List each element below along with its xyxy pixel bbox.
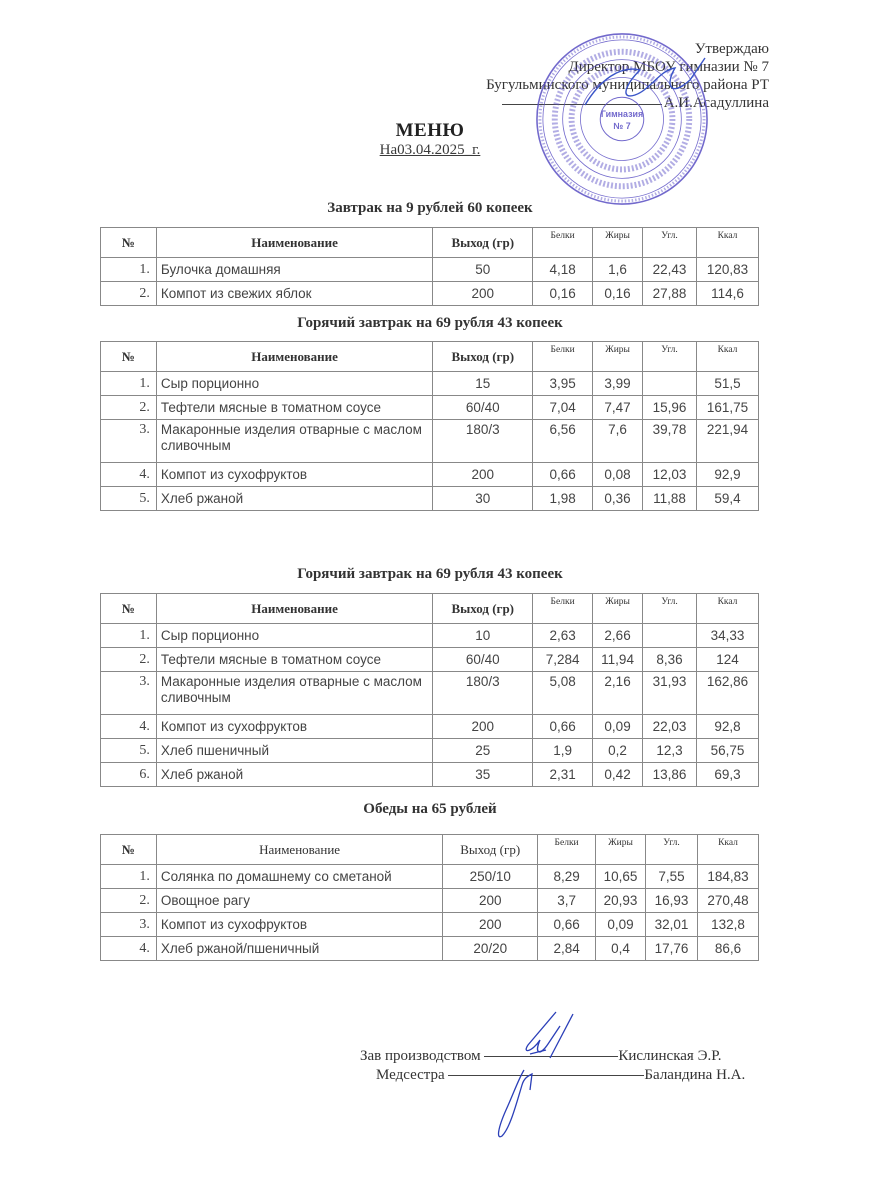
- row-output: 180/3: [433, 420, 533, 463]
- director-name: А.И.Асадуллина: [663, 95, 769, 111]
- row-carbs: 7,55: [646, 865, 698, 889]
- row-fat: 11,94: [593, 648, 643, 672]
- row-protein: 1,9: [533, 739, 593, 763]
- col-kcal: Ккал: [698, 835, 759, 865]
- row-carbs: 31,93: [643, 672, 697, 715]
- row-fat: 0,08: [593, 463, 643, 487]
- row-name: Солянка по домашнему со сметаной: [156, 865, 442, 889]
- row-name: Сыр порционно: [156, 372, 432, 396]
- row-carbs: 27,88: [643, 282, 697, 306]
- row-fat: 2,66: [593, 624, 643, 648]
- row-name: Булочка домашняя: [156, 258, 432, 282]
- section-title-lunch: Обеды на 65 рублей: [363, 801, 497, 817]
- row-no: 3.: [101, 672, 157, 715]
- row-output: 10: [433, 624, 533, 648]
- approval-block: [486, 40, 769, 112]
- row-fat: 0,2: [593, 739, 643, 763]
- row-output: 35: [433, 763, 533, 787]
- approval-district: Бугульминского муниципального района РТ: [486, 77, 769, 93]
- table-row: [101, 715, 759, 739]
- col-no: №: [101, 342, 157, 372]
- row-kcal: 86,6: [698, 937, 759, 961]
- table-row: [101, 396, 759, 420]
- row-fat: 10,65: [596, 865, 646, 889]
- table-row: [101, 258, 759, 282]
- row-kcal: 270,48: [698, 889, 759, 913]
- row-kcal: 56,75: [697, 739, 759, 763]
- col-no: №: [101, 835, 157, 865]
- col-name: Наименование: [156, 228, 432, 258]
- row-protein: 1,98: [533, 487, 593, 511]
- row-name: Макаронные изделия отварные с маслом сливочным: [156, 420, 432, 463]
- row-name: Хлеб ржаной/пшеничный: [156, 937, 442, 961]
- row-no: 4.: [101, 463, 157, 487]
- row-name: Макаронные изделия отварные с маслом сливочным: [156, 672, 432, 715]
- col-no: №: [101, 594, 157, 624]
- row-carbs: 22,03: [643, 715, 697, 739]
- menu-date: На03.04.2025_г.: [379, 142, 481, 158]
- col-fat: Жиры: [593, 228, 643, 258]
- signature-line: [484, 1056, 618, 1057]
- row-output: 200: [443, 913, 538, 937]
- row-kcal: 161,75: [696, 396, 758, 420]
- col-kcal: Ккал: [696, 228, 758, 258]
- row-protein: 0,66: [533, 463, 593, 487]
- stamp-center-text: Гимназия: [600, 109, 644, 120]
- chef-role: Зав производством: [360, 1048, 481, 1064]
- col-fat: Жиры: [596, 835, 646, 865]
- col-protein: Белки: [533, 342, 593, 372]
- row-protein: 7,284: [533, 648, 593, 672]
- row-carbs: 11,88: [643, 487, 697, 511]
- row-name: Хлеб ржаной: [156, 763, 432, 787]
- row-protein: 2,63: [533, 624, 593, 648]
- row-output: 200: [443, 889, 538, 913]
- menu-table-lunch: [100, 834, 759, 961]
- table-row: [101, 624, 759, 648]
- table-row: [101, 420, 759, 463]
- row-name: Хлеб ржаной: [156, 487, 432, 511]
- row-kcal: 184,83: [698, 865, 759, 889]
- table-row: [101, 763, 759, 787]
- row-protein: 4,18: [533, 258, 593, 282]
- table-row: [101, 889, 759, 913]
- row-kcal: 120,83: [696, 258, 758, 282]
- col-protein: Белки: [533, 594, 593, 624]
- row-no: 1.: [101, 865, 157, 889]
- svg-text:№ 7: № 7: [613, 120, 631, 131]
- row-kcal: 132,8: [698, 913, 759, 937]
- row-carbs: 12,3: [643, 739, 697, 763]
- table-row: [101, 487, 759, 511]
- row-kcal: 59,4: [696, 487, 758, 511]
- chef-name: Кислинская Э.Р.: [618, 1048, 722, 1064]
- table-row: [101, 865, 759, 889]
- row-kcal: 51,5: [696, 372, 758, 396]
- row-fat: 0,09: [596, 913, 646, 937]
- row-carbs: 16,93: [646, 889, 698, 913]
- row-kcal: 69,3: [697, 763, 759, 787]
- row-carbs: 17,76: [646, 937, 698, 961]
- row-kcal: 221,94: [696, 420, 758, 463]
- row-name: Тефтели мясные в томатном соусе: [156, 648, 432, 672]
- row-no: 2.: [101, 889, 157, 913]
- col-name: Наименование: [156, 342, 432, 372]
- nurse-name: Баландина Н.А.: [644, 1067, 746, 1083]
- row-name: Компот из сухофруктов: [156, 715, 432, 739]
- row-output: 250/10: [443, 865, 538, 889]
- row-kcal: 92,8: [697, 715, 759, 739]
- row-fat: 0,36: [593, 487, 643, 511]
- row-no: 1.: [101, 624, 157, 648]
- signature-line: [448, 1075, 644, 1076]
- row-output: 20/20: [443, 937, 538, 961]
- row-protein: 2,84: [538, 937, 596, 961]
- col-kcal: Ккал: [697, 594, 759, 624]
- row-carbs: [643, 624, 697, 648]
- table-row: [101, 739, 759, 763]
- row-protein: 5,08: [533, 672, 593, 715]
- col-kcal: Ккал: [696, 342, 758, 372]
- section-title-hot-breakfast-1: Горячий завтрак на 69 рубля 43 копеек: [297, 315, 563, 331]
- table-row: [101, 672, 759, 715]
- menu-table-hot-breakfast-2: [100, 593, 759, 787]
- row-carbs: 13,86: [643, 763, 697, 787]
- col-carbs: Угл.: [643, 342, 697, 372]
- row-protein: 0,16: [533, 282, 593, 306]
- table-row: [101, 937, 759, 961]
- row-output: 200: [433, 282, 533, 306]
- row-no: 2.: [101, 282, 157, 306]
- col-name: Наименование: [156, 594, 432, 624]
- col-protein: Белки: [538, 835, 596, 865]
- row-protein: 0,66: [533, 715, 593, 739]
- row-output: 200: [433, 715, 533, 739]
- row-carbs: 15,96: [643, 396, 697, 420]
- row-carbs: 8,36: [643, 648, 697, 672]
- row-fat: 20,93: [596, 889, 646, 913]
- row-kcal: 34,33: [697, 624, 759, 648]
- row-kcal: 162,86: [697, 672, 759, 715]
- approval-signatory: [486, 94, 769, 112]
- row-fat: 2,16: [593, 672, 643, 715]
- row-name: Сыр порционно: [156, 624, 432, 648]
- row-no: 2.: [101, 648, 157, 672]
- col-name: Наименование: [156, 835, 442, 865]
- row-fat: 1,6: [593, 258, 643, 282]
- page-title: МЕНЮ: [395, 120, 465, 141]
- row-protein: 0,66: [538, 913, 596, 937]
- row-no: 5.: [101, 487, 157, 511]
- row-no: 4.: [101, 715, 157, 739]
- table-row: [101, 648, 759, 672]
- col-protein: Белки: [533, 228, 593, 258]
- row-fat: 0,42: [593, 763, 643, 787]
- row-no: 5.: [101, 739, 157, 763]
- row-protein: 2,31: [533, 763, 593, 787]
- menu-table-hot-breakfast-1: [100, 341, 759, 511]
- signature-line: [502, 104, 662, 105]
- row-carbs: [643, 372, 697, 396]
- table-row: [101, 372, 759, 396]
- col-output: Выход (гр): [443, 835, 538, 865]
- row-output: 30: [433, 487, 533, 511]
- signatures-block: [360, 1047, 745, 1085]
- table-row: [101, 282, 759, 306]
- row-name: Компот из сухофруктов: [156, 913, 442, 937]
- row-output: 60/40: [433, 396, 533, 420]
- row-protein: 3,7: [538, 889, 596, 913]
- row-name: Тефтели мясные в томатном соусе: [156, 396, 432, 420]
- row-no: 4.: [101, 937, 157, 961]
- menu-table-breakfast: [100, 227, 759, 306]
- section-title-breakfast: Завтрак на 9 рублей 60 копеек: [327, 200, 533, 216]
- col-output: Выход (гр): [433, 594, 533, 624]
- row-output: 60/40: [433, 648, 533, 672]
- row-no: 6.: [101, 763, 157, 787]
- row-carbs: 12,03: [643, 463, 697, 487]
- row-no: 1.: [101, 372, 157, 396]
- table-row: [101, 913, 759, 937]
- row-no: 2.: [101, 396, 157, 420]
- row-no: 3.: [101, 913, 157, 937]
- table-header-row: [101, 835, 759, 865]
- section-title-hot-breakfast-2: Горячий завтрак на 69 рубля 43 копеек: [297, 566, 563, 582]
- row-name: Компот из сухофруктов: [156, 463, 432, 487]
- col-carbs: Угл.: [646, 835, 698, 865]
- row-kcal: 124: [697, 648, 759, 672]
- row-output: 200: [433, 463, 533, 487]
- table-header-row: [101, 342, 759, 372]
- table-row: [101, 463, 759, 487]
- row-protein: 3,95: [533, 372, 593, 396]
- col-carbs: Угл.: [643, 594, 697, 624]
- table-header-row: [101, 228, 759, 258]
- signature-row-chef: [360, 1047, 745, 1066]
- col-output: Выход (гр): [433, 342, 533, 372]
- row-carbs: 22,43: [643, 258, 697, 282]
- row-protein: 6,56: [533, 420, 593, 463]
- approval-position: Директор МБОУ гимназии № 7: [568, 59, 769, 75]
- row-no: 3.: [101, 420, 157, 463]
- row-output: 15: [433, 372, 533, 396]
- table-header-row: [101, 594, 759, 624]
- col-output: Выход (гр): [433, 228, 533, 258]
- col-carbs: Угл.: [643, 228, 697, 258]
- row-output: 180/3: [433, 672, 533, 715]
- row-kcal: 114,6: [696, 282, 758, 306]
- row-kcal: 92,9: [696, 463, 758, 487]
- row-no: 1.: [101, 258, 157, 282]
- row-fat: 0,09: [593, 715, 643, 739]
- approval-heading: Утверждаю: [694, 41, 769, 57]
- row-output: 25: [433, 739, 533, 763]
- row-protein: 8,29: [538, 865, 596, 889]
- row-name: Компот из свежих яблок: [156, 282, 432, 306]
- row-carbs: 32,01: [646, 913, 698, 937]
- row-name: Хлеб пшеничный: [156, 739, 432, 763]
- col-no: №: [101, 228, 157, 258]
- col-fat: Жиры: [593, 594, 643, 624]
- signature-row-nurse: [360, 1066, 745, 1085]
- row-protein: 7,04: [533, 396, 593, 420]
- row-fat: 0,4: [596, 937, 646, 961]
- row-output: 50: [433, 258, 533, 282]
- col-fat: Жиры: [593, 342, 643, 372]
- nurse-role: Медсестра: [376, 1067, 445, 1083]
- row-name: Овощное рагу: [156, 889, 442, 913]
- row-fat: 7,47: [593, 396, 643, 420]
- row-fat: 7,6: [593, 420, 643, 463]
- row-fat: 3,99: [593, 372, 643, 396]
- row-fat: 0,16: [593, 282, 643, 306]
- row-carbs: 39,78: [643, 420, 697, 463]
